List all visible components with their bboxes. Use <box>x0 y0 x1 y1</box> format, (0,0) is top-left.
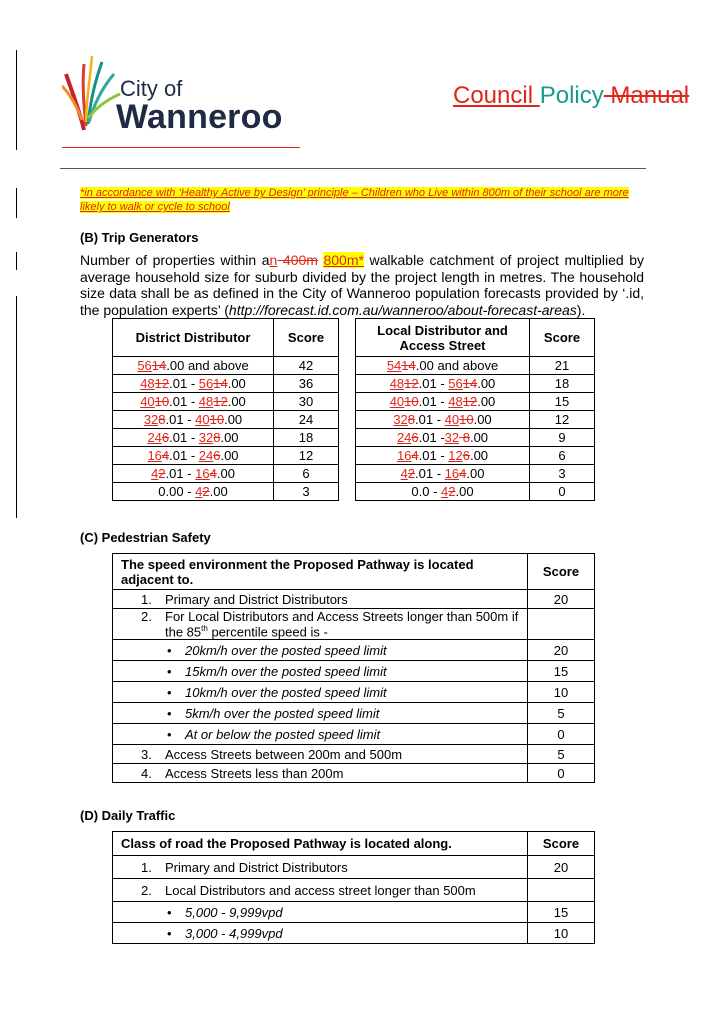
numbered-item <box>119 766 521 781</box>
range-insert: 56 <box>448 376 463 391</box>
range-cell <box>356 393 530 411</box>
range-text: .00 <box>477 394 496 409</box>
table-row <box>356 465 595 483</box>
change-bar <box>16 50 17 150</box>
score-cell: 15 <box>528 661 595 682</box>
range-deletion: 10 <box>459 412 474 427</box>
item-text-wrap <box>165 766 343 781</box>
score-cell: 3 <box>274 483 339 501</box>
range-cell <box>113 447 274 465</box>
traffic-header: Class of road the Proposed Pathway is located along. <box>113 832 528 856</box>
range-cell <box>356 429 530 447</box>
range-deletion: 10 <box>154 394 170 409</box>
item-text: Access Streets between 200m and 500m <box>165 746 403 762</box>
district-score-header: Score <box>274 319 339 357</box>
range-deletion: 10 <box>209 412 225 427</box>
range-text: .01 - <box>418 430 445 445</box>
pedestrian-safety-table <box>112 553 595 783</box>
score-cell: 24 <box>274 411 339 429</box>
numbered-item <box>119 609 521 639</box>
range-cell <box>356 375 530 393</box>
range-insert: 16 <box>195 466 210 481</box>
criteria-cell <box>113 590 528 609</box>
range-deletion: 2 <box>158 466 166 481</box>
table-row <box>113 745 595 764</box>
table-row <box>113 465 339 483</box>
score-cell: 0 <box>530 483 595 501</box>
table-row <box>113 609 595 640</box>
range-insert: 16 <box>147 448 162 463</box>
range-text: .01 - <box>415 466 445 481</box>
score-cell <box>528 879 595 902</box>
range-cell <box>113 393 274 411</box>
criteria-cell <box>113 661 528 682</box>
range-text: .00 <box>477 376 496 391</box>
title-council: Council <box>453 82 540 109</box>
score-cell: 15 <box>530 393 595 411</box>
header-rule <box>60 168 646 169</box>
score-cell: 12 <box>530 411 595 429</box>
range-text: .00 <box>216 466 235 481</box>
criteria-cell <box>113 682 528 703</box>
range-cell <box>113 429 274 447</box>
pedestrian-score-header: Score <box>528 554 595 590</box>
range-deletion: 12 <box>213 394 228 409</box>
range-deletion: 8 <box>213 430 221 445</box>
local-distributor-table <box>355 318 595 501</box>
change-bar <box>16 188 17 218</box>
bullet-item <box>119 905 283 920</box>
range-text: .00 <box>455 484 474 499</box>
superscript: th <box>201 624 208 633</box>
range-text: .00 <box>469 448 489 463</box>
range-deletion: 14 <box>462 376 478 391</box>
range-insert: 16 <box>444 466 460 481</box>
logo-line1: City of <box>120 76 183 101</box>
range-text: .00 <box>220 430 239 445</box>
score-cell <box>528 609 595 640</box>
table-row <box>113 375 339 393</box>
title-policy: Policy <box>539 82 604 109</box>
item-text-wrap <box>165 747 402 762</box>
range-text: .00 and above <box>166 358 249 373</box>
range-text: .01 - <box>415 412 445 427</box>
range-insert: 48 <box>140 376 155 391</box>
range-text: .01 - <box>169 448 199 463</box>
range-insert: 56 <box>137 358 152 373</box>
bullet-text: 10km/h over the posted speed limit <box>185 684 387 700</box>
bullet-item <box>119 664 387 679</box>
section-b-heading: (B) Trip Generators <box>80 230 199 245</box>
table-row <box>356 357 595 375</box>
bullet-item <box>119 685 387 700</box>
score-cell: 5 <box>528 745 595 764</box>
range-text: .01 - <box>418 376 449 391</box>
range-deletion: 6 <box>411 430 419 445</box>
range-deletion: 14 <box>401 358 416 373</box>
bullet-text: 20km/h over the posted speed limit <box>185 642 387 658</box>
range-text: .01 - <box>418 394 449 409</box>
criteria-cell <box>113 609 528 640</box>
section-c-heading: (C) Pedestrian Safety <box>80 530 211 545</box>
range-deletion: 2 <box>202 484 210 499</box>
table-row <box>113 590 595 609</box>
range-insert: 4 <box>151 466 159 481</box>
logo-line2: Wanneroo <box>116 98 283 136</box>
item-text-wrap <box>165 609 521 639</box>
table-row <box>113 447 339 465</box>
range-deletion: 14 <box>213 376 228 391</box>
range-deletion: 8 <box>459 430 470 445</box>
para-text: ). <box>576 301 586 318</box>
city-logo <box>62 52 302 152</box>
table-row <box>113 764 595 783</box>
para-deletion: 400m <box>277 252 318 268</box>
local-score-header: Score <box>530 319 595 357</box>
range-text: .01 - <box>169 376 199 391</box>
range-text: .00 <box>473 412 492 427</box>
range-deletion: 4 <box>411 448 419 463</box>
score-cell: 15 <box>528 902 595 923</box>
range-cell <box>356 465 530 483</box>
score-cell: 12 <box>274 447 339 465</box>
range-text: .00 <box>227 394 246 409</box>
range-insert: 40 <box>140 394 155 409</box>
score-cell: 0 <box>528 724 595 745</box>
range-insert: 4 <box>195 484 203 499</box>
range-text: .01 - <box>418 448 449 463</box>
bullet-text: 5km/h over the posted speed limit <box>185 705 380 721</box>
table-row <box>113 429 339 447</box>
range-text: .00 <box>209 484 228 499</box>
criteria-cell <box>113 879 528 902</box>
bullet-text: At or below the posted speed limit <box>185 726 381 742</box>
range-text: 0.00 - <box>158 484 196 499</box>
range-insert: 40 <box>389 394 405 409</box>
score-cell: 18 <box>530 375 595 393</box>
pedestrian-header: The speed environment the Proposed Pathway is located adjacent to. <box>113 554 528 590</box>
numbered-item <box>119 592 521 607</box>
item-number: 2. <box>141 882 152 898</box>
section-d-heading: (D) Daily Traffic <box>80 808 176 823</box>
item-text-wrap <box>165 883 476 898</box>
logo-mark-icon <box>62 52 122 132</box>
range-text: .00 <box>220 448 239 463</box>
district-distributor-table <box>112 318 339 501</box>
item-number: 1. <box>141 859 152 875</box>
bullet-text: 15km/h over the posted speed limit <box>185 663 387 679</box>
range-insert: 4 <box>441 484 449 499</box>
range-insert: 24 <box>396 430 412 445</box>
score-cell: 5 <box>528 703 595 724</box>
range-cell <box>356 411 530 429</box>
range-cell <box>356 483 530 501</box>
range-deletion: 2 <box>407 466 416 481</box>
item-text: Local Distributors and access street longer than 500m <box>165 882 476 898</box>
table-row <box>113 682 595 703</box>
criteria-cell <box>113 923 528 944</box>
range-deletion: 12 <box>154 376 170 391</box>
local-col-header: Local Distributor and Access Street <box>356 319 530 357</box>
daily-traffic-table <box>112 831 595 944</box>
score-cell: 20 <box>528 590 595 609</box>
para-insert-800m: 800m* <box>323 252 364 268</box>
range-insert: 16 <box>396 448 412 463</box>
change-bar <box>16 252 17 270</box>
range-insert: 32 <box>393 412 408 427</box>
item-text: Primary and District Distributors <box>165 591 348 607</box>
table-row <box>356 483 595 501</box>
footnote <box>80 186 640 214</box>
range-insert: 54 <box>386 358 402 373</box>
section-b-paragraph <box>80 252 644 318</box>
bullet-text: 5,000 - 9,999vpd <box>185 904 283 920</box>
score-cell: 30 <box>274 393 339 411</box>
numbered-item <box>119 883 521 898</box>
bullet-text: 3,000 - 4,999vpd <box>185 925 283 941</box>
criteria-cell <box>113 640 528 661</box>
range-deletion: 12 <box>462 394 478 409</box>
criteria-cell <box>113 764 528 783</box>
criteria-cell <box>113 902 528 923</box>
table-row <box>113 483 339 501</box>
table-row <box>113 902 595 923</box>
range-deletion: 6 <box>161 430 170 445</box>
range-text: .01 - <box>165 412 196 427</box>
range-text: .00 and above <box>415 358 499 373</box>
score-cell: 20 <box>528 640 595 661</box>
range-cell <box>356 357 530 375</box>
para-text: Number of properties within a <box>80 252 270 268</box>
forecast-link[interactable]: http://forecast.id.com.au/wanneroo/about-forecast-areas <box>228 301 577 318</box>
range-deletion: 8 <box>407 412 416 427</box>
district-col-header: District Distributor <box>113 319 274 357</box>
score-cell: 10 <box>528 923 595 944</box>
item-text-wrap <box>165 592 348 607</box>
bullet-item <box>119 727 380 742</box>
table-row <box>356 375 595 393</box>
table-row <box>356 429 595 447</box>
table-row <box>113 879 595 902</box>
score-cell: 9 <box>530 429 595 447</box>
item-text: Access Streets less than 200m <box>165 765 344 781</box>
range-deletion: 6 <box>462 448 470 463</box>
range-insert: 48 <box>389 376 405 391</box>
item-number: 1. <box>141 591 152 607</box>
bullet-item <box>119 706 379 721</box>
score-cell: 6 <box>274 465 339 483</box>
score-cell: 6 <box>530 447 595 465</box>
table-row <box>356 393 595 411</box>
range-text: .01 - <box>169 394 199 409</box>
table-row <box>113 661 595 682</box>
table-row <box>113 856 595 879</box>
criteria-cell <box>113 745 528 764</box>
range-deletion: 10 <box>404 394 419 409</box>
para-text: walkable catchment of project multiplied by average household size for suburb divided by the project length in metres. The household size data shall be as defined in the City of Wanneroo population forecasts provided by ‘.id, the population experts’ ( <box>80 252 644 318</box>
range-text: .00 <box>466 466 485 481</box>
range-insert: 12 <box>448 448 463 463</box>
range-deletion: 4 <box>459 466 467 481</box>
footnote-text: *in accordance with ‘Healthy Active by Design’ principle – Children who Live within 800m of their school are more likely to walk or cycle to school <box>80 187 629 213</box>
range-cell <box>113 465 274 483</box>
range-cell <box>113 483 274 501</box>
logo-underline <box>62 147 300 148</box>
range-cell <box>356 447 530 465</box>
range-deletion: 12 <box>404 376 419 391</box>
range-text: 0.0 - <box>411 484 442 499</box>
title-manual: Manual <box>603 82 690 109</box>
range-deletion: 8 <box>158 412 166 427</box>
range-insert: 4 <box>400 466 408 481</box>
item-number: 3. <box>141 746 152 762</box>
table-row <box>113 357 339 375</box>
score-cell: 42 <box>274 357 339 375</box>
score-cell: 21 <box>530 357 595 375</box>
table-row <box>113 703 595 724</box>
range-text: .00 <box>469 430 489 445</box>
item-number: 2. <box>141 609 152 624</box>
table-row <box>113 640 595 661</box>
range-insert: 32 <box>198 430 214 445</box>
range-text: .01 - <box>169 430 199 445</box>
range-insert: 48 <box>448 394 463 409</box>
range-cell <box>113 357 274 375</box>
score-cell: 36 <box>274 375 339 393</box>
score-cell: 18 <box>274 429 339 447</box>
numbered-item <box>119 747 521 762</box>
change-bar <box>16 296 17 518</box>
range-text: .00 <box>227 376 246 391</box>
range-insert: 24 <box>147 430 162 445</box>
table-row <box>113 724 595 745</box>
criteria-cell <box>113 703 528 724</box>
numbered-item <box>119 860 521 875</box>
document-title <box>453 82 706 110</box>
criteria-cell <box>113 724 528 745</box>
score-cell: 10 <box>528 682 595 703</box>
range-insert: 40 <box>444 412 460 427</box>
bullet-item <box>119 926 283 941</box>
range-insert: 32 <box>444 430 460 445</box>
score-cell: 3 <box>530 465 595 483</box>
range-text: .00 <box>224 412 243 427</box>
range-deletion: 6 <box>213 448 221 463</box>
bullet-item <box>119 643 387 658</box>
traffic-score-header: Score <box>528 832 595 856</box>
item-text-wrap <box>165 860 348 875</box>
range-insert: 48 <box>198 394 214 409</box>
range-insert: 24 <box>198 448 214 463</box>
table-row <box>113 411 339 429</box>
range-deletion: 4 <box>161 448 170 463</box>
range-cell <box>113 375 274 393</box>
item-text: For Local Distributors and Access Streets longer than 500m if the 85 <box>165 609 519 640</box>
para-insert: n <box>269 252 278 268</box>
criteria-cell <box>113 856 528 879</box>
range-insert: 40 <box>195 412 210 427</box>
range-insert: 32 <box>143 412 159 427</box>
score-cell: 20 <box>528 856 595 879</box>
item-text: Primary and District Distributors <box>165 859 348 875</box>
range-text: .01 - <box>165 466 196 481</box>
range-deletion: 2 <box>448 484 456 499</box>
table-row <box>113 923 595 944</box>
item-text: percentile speed is - <box>207 624 328 640</box>
range-deletion: 14 <box>151 358 167 373</box>
table-row <box>356 411 595 429</box>
range-cell <box>113 411 274 429</box>
table-row <box>356 447 595 465</box>
range-deletion: 4 <box>209 466 217 481</box>
score-cell: 0 <box>528 764 595 783</box>
table-row <box>113 393 339 411</box>
item-number: 4. <box>141 765 152 781</box>
range-insert: 56 <box>198 376 214 391</box>
